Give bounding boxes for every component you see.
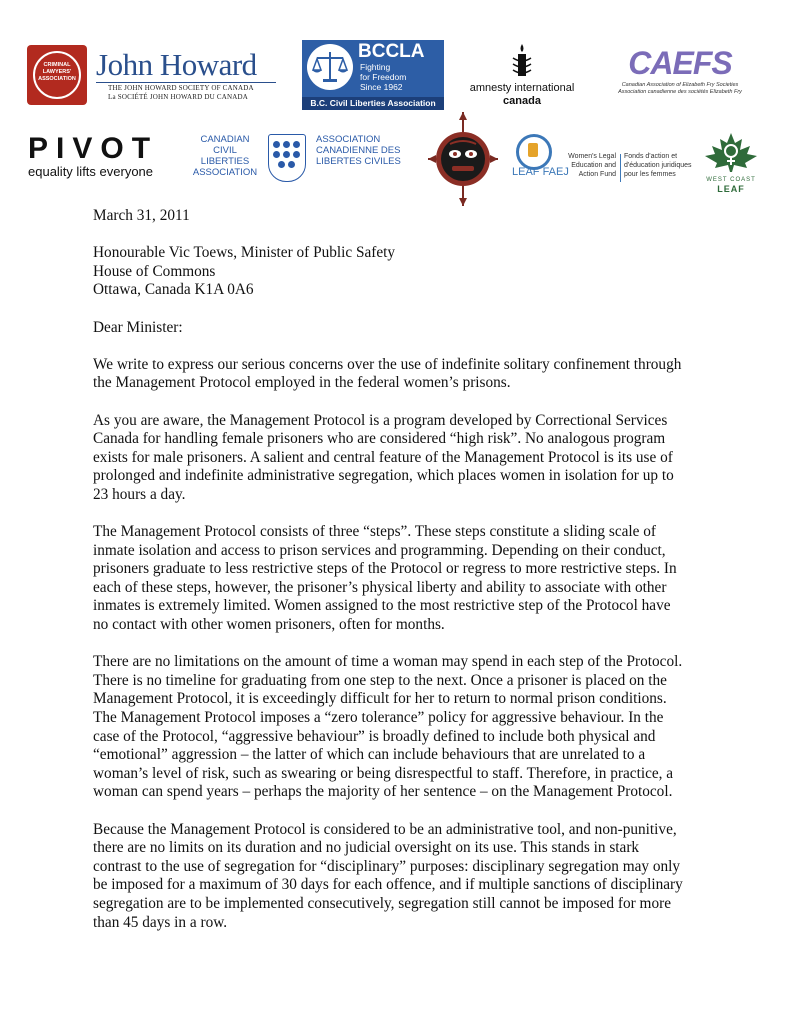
leaf-divider	[620, 154, 621, 182]
leaf-fr-line-1: Fonds d'action et	[624, 153, 678, 160]
west-coast-leaf-line-1: WEST COAST	[706, 177, 756, 183]
cla-line-1: CRIMINAL	[43, 62, 71, 68]
pivot-tagline: equality lifts everyone	[28, 164, 154, 179]
ccla-en-line-1: CANADIAN	[200, 134, 250, 145]
amnesty-line-1: amnesty international	[469, 82, 575, 94]
recipient-line: Ottawa, Canada K1A 0A6	[93, 281, 254, 299]
text-line: case of the Protocol, “aggressive behaviour” is broadly defined to include both physical and	[93, 727, 656, 745]
text-line: no contact with other women prisoners, often for months.	[93, 616, 445, 634]
text-line: prisoners graduate to less restrictive steps of the Protocol or regress to more restrictive steps. In	[93, 560, 677, 578]
john-howard-line-1: THE JOHN HOWARD SOCIETY OF CANADA	[108, 84, 254, 92]
caefs-french-name: Association canadienne des sociétés Elizabeth Fry	[618, 89, 742, 95]
bccla-tag-1: Fighting	[360, 62, 391, 72]
text-line: Because the Management Protocol is considered to be an administrative tool, and non-punitive,	[93, 820, 677, 838]
ccla-fr-line-3: LIBERTES CIVILES	[316, 156, 401, 167]
ccla-fr-line-1: ASSOCIATION	[316, 134, 381, 145]
text-line: 23 hours a day.	[93, 485, 186, 503]
leaf-fr-line-3: pour les femmes	[624, 171, 676, 178]
text-line: woman can spend years – perhaps the majority of her sentence – on the Management Protocol.	[93, 783, 673, 801]
caefs-acronym: CAEFS	[628, 45, 732, 81]
text-line: The Management Protocol imposes a “zero tolerance” policy for aggressive behaviour. In the	[93, 709, 664, 727]
paragraph-3	[93, 523, 703, 635]
leaf-en-line-2: Education and	[571, 162, 616, 169]
leaf-en-line-3: Action Fund	[578, 171, 616, 178]
pivot-wordmark: PIVOT	[28, 132, 159, 165]
paragraph-2	[93, 412, 703, 505]
ccla-logo	[188, 134, 408, 184]
text-line: “emotional” aggression – the latter of which can include behaviours that are unrelated to a	[93, 746, 646, 764]
cla-line-3: ASSOCIATION	[38, 76, 76, 82]
cla-text	[31, 62, 83, 83]
text-line: contrast to the use of segregation for “disciplinary” purposes: disciplinary segregation may only	[93, 857, 681, 875]
text-line: Management Protocol, it is exceedingly difficult for her to return to normal prison conditions.	[93, 690, 667, 708]
leaf-faej-logo	[512, 132, 692, 182]
paragraph-4	[93, 653, 703, 802]
criminal-lawyers-association-logo	[27, 45, 87, 105]
amnesty-international-logo	[460, 42, 584, 112]
bccla-tagline	[360, 62, 406, 92]
ccla-fr-line-2: CANADIENNE DES	[316, 145, 401, 156]
maple-leaf-icon	[698, 132, 764, 177]
text-line: exists for male prisoners. A salient and central feature of the Management Protocol is its use of	[93, 448, 673, 466]
ccla-english-name	[188, 134, 262, 178]
bccla-logo	[302, 40, 444, 110]
recipient-address	[93, 244, 703, 300]
ccla-french-name	[316, 134, 416, 167]
salutation: Dear Minister:	[93, 318, 183, 336]
bccla-tag-2: for Freedom	[360, 72, 407, 82]
ccla-en-line-2: CIVIL LIBERTIES	[200, 145, 250, 167]
bccla-tag-3: Since 1962	[360, 82, 403, 92]
letterhead-logos	[0, 0, 790, 210]
candle-barbed-wire-icon	[507, 42, 537, 82]
bccla-full-name: B.C. Civil Liberties Association	[302, 97, 444, 110]
leaf-fr-line-2: d'éducation juridiques	[624, 162, 692, 169]
ccla-en-line-3: ASSOCIATION	[192, 167, 258, 178]
text-line: be imposed for a maximum of 30 days for each offence, and if multiple sanctions of disciplinary	[93, 876, 683, 894]
text-line: prolonged and indefinite administrative segregation, which places women in isolation for up to	[93, 467, 674, 485]
west-coast-leaf-logo	[698, 132, 764, 192]
scales-of-justice-icon	[307, 44, 353, 90]
paragraph-1	[93, 356, 703, 393]
text-line: The Management Protocol consists of three “steps”. These steps constitute a sliding scale of	[93, 523, 657, 541]
text-line: segregation are to be implemented consecutively, segregation still cannot be imposed for more	[93, 894, 671, 912]
leaf-en-line-1: Women's Legal	[568, 153, 616, 160]
native-compass-emblem-icon	[428, 112, 498, 206]
amnesty-line-2: canada	[503, 95, 541, 107]
leaf-french-name	[624, 152, 694, 179]
text-line: woman’s level of risk, such as swearing or being disrespectful to staff. Therefore, in practice, a	[93, 764, 674, 782]
leaf-label: LEAF FAEJ	[512, 166, 569, 178]
leaf-english-name	[560, 152, 616, 179]
leaf-scales-icon	[516, 134, 552, 170]
john-howard-line-2: La SOCIÉTÉ JOHN HOWARD DU CANADA	[108, 93, 248, 101]
letter-body	[93, 207, 703, 951]
recipient-line: Honourable Vic Toews, Minister of Public Safety	[93, 244, 396, 262]
text-line: There is no timeline for graduating from one step to the next. Once a prisoner is placed on the	[93, 671, 667, 689]
text-line: Canada for handling female prisoners who are considered “high risk”. No analogous program	[93, 430, 666, 448]
text-line: inmate isolation and access to prison services and programming. Depending on their conduct,	[93, 541, 666, 559]
ccla-shield-icon	[268, 134, 306, 182]
john-howard-rule	[96, 82, 276, 83]
caefs-logo	[600, 44, 760, 104]
john-howard-name: John Howard	[96, 47, 257, 82]
letter-date: March 31, 2011	[93, 207, 190, 224]
text-line: the Management Protocol employed in the federal women’s prisons.	[93, 374, 511, 392]
john-howard-society-logo	[96, 48, 276, 104]
text-line: each of these steps, however, the prisoner’s physical liberty and ability to associate with other	[93, 578, 667, 596]
paragraph-5	[93, 821, 703, 933]
west-coast-leaf-line-2: LEAF	[717, 184, 745, 194]
text-line: We write to express our serious concerns over the use of indefinite solitary confinement through	[93, 355, 682, 373]
text-line: than 45 days in a row.	[93, 913, 228, 931]
text-line: There are no limitations on the amount of time a woman may spend in each step of the Protocol.	[93, 653, 683, 671]
caefs-english-name: Canadian Association of Elizabeth Fry Societies	[621, 82, 739, 88]
recipient-line: House of Commons	[93, 262, 216, 280]
text-line: there are no limits on its duration and no judicial oversight on its use. This stands in stark	[93, 839, 640, 857]
cla-line-2: LAWYERS'	[42, 69, 72, 75]
text-line: inmates is extremely limited. Women assigned to the most restrictive step of the Protocol have	[93, 597, 671, 615]
text-line: As you are aware, the Management Protocol is a program developed by Correctional Services	[93, 411, 668, 429]
pivot-logo	[28, 134, 178, 182]
bccla-acronym: BCCLA	[358, 41, 425, 62]
